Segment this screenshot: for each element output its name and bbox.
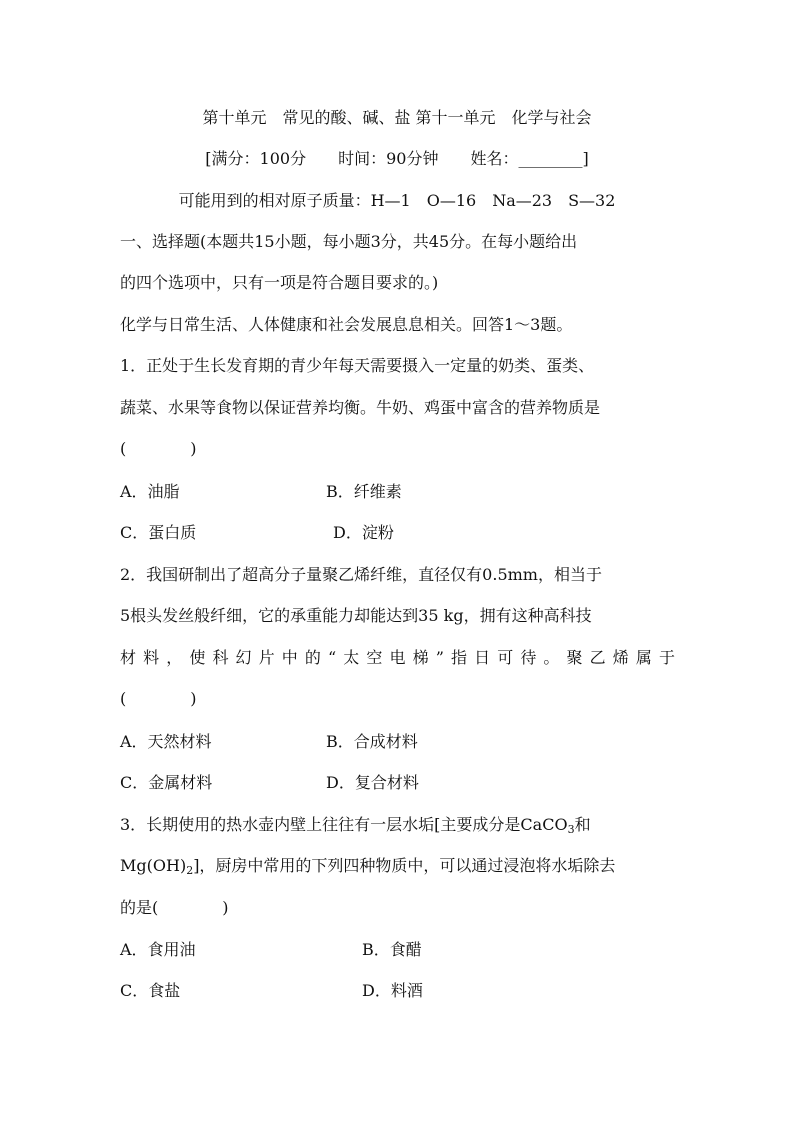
q2-stem-line2: 5根头发丝般纤细，它的承重能力却能达到35 kg，拥有这种高科技: [120, 606, 592, 625]
q3-option-d: D．料酒: [362, 981, 423, 1000]
q3-option-c: C．食盐: [120, 981, 181, 1000]
q2-option-c: C．金属材料: [120, 773, 213, 792]
q1-option-a: A．油脂: [120, 482, 180, 501]
q1-stem-line1: 1．正处于生长发育期的青少年每天需要摄入一定量的奶类、蛋类、: [120, 356, 595, 375]
exam-title: 第十单元 常见的酸、碱、盐 第十一单元 化学与社会: [202, 108, 592, 127]
q3-option-a: A．食用油: [120, 940, 196, 959]
q3-stem-line2: $Mg(OH)_2$]，厨房中常用的下列四种物质中，可以通过浸泡将水垢除去: [120, 856, 616, 877]
q2-option-d: D．复合材料: [326, 773, 419, 792]
atomic-mass-note: 可能用到的相对原子质量：H—1 O—16 Na—23 S—32: [178, 191, 616, 210]
q1-option-c: C．蛋白质: [120, 523, 197, 542]
q1-option-b: B．纤维素: [326, 482, 402, 501]
exam-info: [满分：100分 时间：90分钟 姓名：________]: [205, 149, 589, 168]
section-heading-line1: 一、选择题(本题共15小题，每小题3分，共45分。在每小题给出: [120, 232, 578, 251]
q3-option-b: B．食醋: [362, 940, 422, 959]
section-intro: 化学与日常生活、人体健康和社会发展息息相关。回答1～3题。: [120, 315, 573, 334]
q1-stem-line2: 蔬菜、水果等食物以保证营养均衡。牛奶、鸡蛋中富含的营养物质是: [120, 398, 601, 417]
q2-answer-blank: ( ): [120, 689, 197, 708]
q2-option-b: B．合成材料: [326, 732, 418, 751]
q3-stem-line3: 的是( ): [120, 898, 229, 917]
q2-option-a: A．天然材料: [120, 732, 212, 751]
q1-option-d: D．淀粉: [333, 523, 394, 542]
q1-answer-blank: ( ): [120, 439, 197, 458]
q2-stem-line3: 材 料 ， 使 科 幻 片 中 的 “ 太 空 电 梯 ” 指 日 可 待 。 聚 乙 烯 属 于: [120, 648, 675, 667]
section-heading-line2: 的四个选项中，只有一项是符合题目要求的。): [120, 273, 439, 292]
q2-stem-line1: 2．我国研制出了超高分子量聚乙烯纤维，直径仅有0.5mm，相当于: [120, 565, 602, 584]
q3-stem-line1: 3．长期使用的热水壶内壁上往往有一层水垢[主要成分是CaCO$_3$和: [120, 815, 591, 836]
